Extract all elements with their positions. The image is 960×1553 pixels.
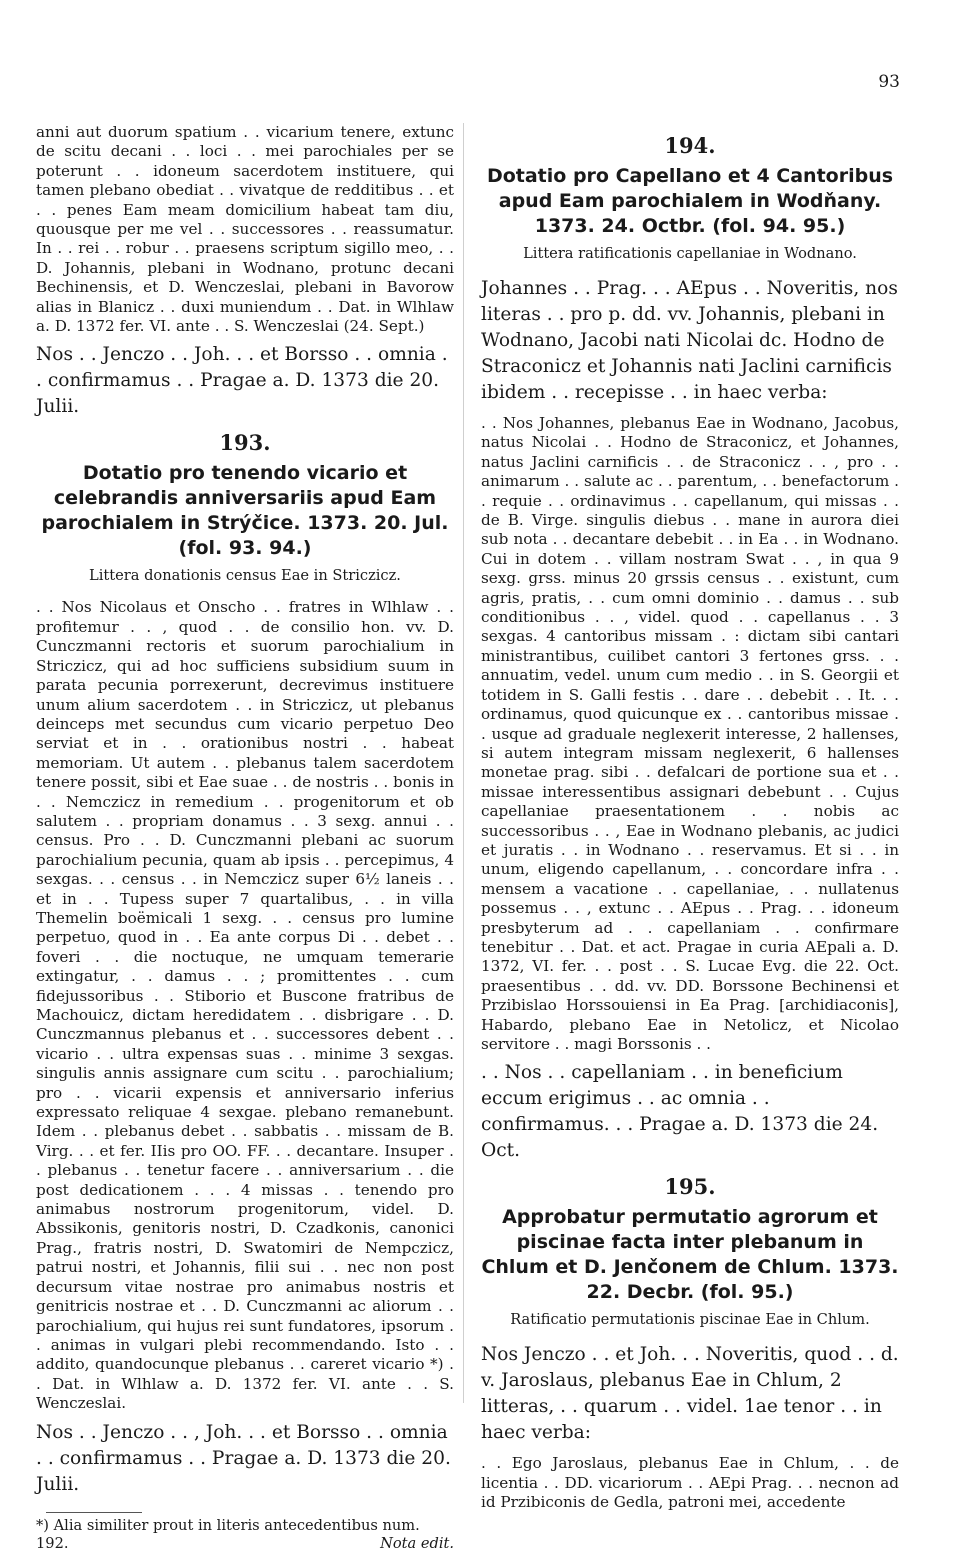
document-193-subtitle: Littera donationis census Eae in Striczicz. <box>89 567 401 585</box>
document-193-closing: Nos . . Jenczo . . , Joh. . . et Borsso . . omnia . . confirmamus . . Pragae a. D. 1373 die 20. Julii. <box>36 1421 451 1495</box>
page-number: 93 <box>878 72 900 92</box>
document-195-heading: Approbatur permutatio agrorum et piscinae facta inter plebanum in Chlum et D. Jenčonem de Chlum. 1373. 22. Decbr. (fol. 95.) <box>481 1206 899 1304</box>
document-195-number: 195. <box>664 1174 716 1200</box>
intro-confirmation: Nos . . Jenczo . . Joh. . . et Borsso . . omnia . . confirmamus . . Pragae a. D. 1373 die 20. Julii. <box>36 344 448 418</box>
footnote-rule <box>46 1512 142 1513</box>
document-194-intro: Johannes . . Prag. . . AEpus . . Noveritis, nos literas . . pro p. dd. vv. Johannis, plebani in Wodnano, Jacobi nati Nicolai dc. Hodno de Straconicz et Johannis nati Jaclini carnificis ibidem . . recepisse . . in haec verba: <box>481 278 898 403</box>
document-195-subtitle: Ratificatio permutationis piscinae Eae in Chlum. <box>510 1311 870 1329</box>
document-194-closing: . . Nos . . capellaniam . . in beneficium eccum erigimus . . ac omnia . . confirmamus. . . Pragae a. D. 1373 die 24. Oct. <box>481 1062 879 1162</box>
document-193-body: . . Nos Nicolaus et Onscho . . fratres in Wlhlaw . . profitemur . . , quod . . de consilio hon. vv. D. Cunczmanni rectoris et suorum parochialium in Striczicz, qui ad hoc sufficiens subsidium suum in parata pecunia porrexerunt, decrevimus instituere unum alium sacerdotem . . in Striczicz, ut plebanus deinceps met secundus cum vicario perpetuo Deo serviat et in . . orationibus nostri . . habeat memoriam. Ut autem . . plebanus talem sacerdotem tenere possit, sibi et Eae suae . . de nostris . . bonis in . . Nemczicz in remedium . . progenitorum et ob salutem . . propriam donamus . . 3 sexg. annui . . census. Pro . . D. Cunczmanni plebani ac suorum parochialium pecunia, quam ab ipsis . . percepimus, 4 sexgas. . . census . . in Nemczicz super 6½ laneis . . et in . . Tupess super 7 quartalibus, . . in villa Themelin boëmicali 1 sexg. . . census pro lumine perpetuo, quod in . . Ea ante corpus Di . . debet . . foveri . . die noctuque, ne umquam temerarie extingatur, . . damus . . ; promittentes . . cum fidejussoribus . . Stiborio et Buscone fratribus de Machouicz, dictam heredidatem . . disbrigare . . D. Cunczmannus plebanus et . . successores debent . . vicario . . ultra expensas suas . . minime 3 sexgas. singulis annis assignare cum scitu . . parochialium; pro . . vicarii expensis et anniversario inferius expressato reliquae 4 sexgae. plebano remanebunt. Idem . . plebanus debet . . sabbatis . . missam de B. Virg. . . et fer. IIis pro OO. FF. . . decantare. Insuper . . plebanus . . tenetur facere . . anniversarium . . die post dedicationem . . . 4 missas . . tenendo pro animabus nostrorum progenitorum, videl. D. Abssikonis, genitoris nostri, D. Czadkonis, canonici Prag., fratris nostri, D. Swatomiri de Nempczicz, patrui nostri, et Johannis, filii sui . . nec non post decursum vitae nostrae pro animabus nostris et genitricis nostrae et . . D. Cunczmanni ac aliorum . . parochialium, qui hujus rei sunt fundatores, ipsorum . . animas in vulgari plebi recommendando. Isto . . addito, quandocunque plebanus . . careret vicario *) . . Dat. in Wlhlaw a. D. 1372 fer. VI. ante . . S. Wenczeslai. <box>36 598 454 1413</box>
document-194-heading: Dotatio pro Capellano et 4 Cantoribus apud Eam parochialem in Wodňany. 1373. 24. Octbr. (fol. 94. 95.) <box>486 165 894 237</box>
document-193-number: 193. <box>219 430 271 456</box>
footnote-edit-note: Nota edit. <box>380 1534 454 1552</box>
document-194-subtitle: Littera ratificationis capellaniae in Wodnano. <box>523 245 857 262</box>
document-195-body: . . Ego Jaroslaus, plebanus Eae in Chlum, . . de licentia . . DD. vicariorum . . AEpi Prag. . . necnon ad id Przibiconis de Gedla, patroni mei, accedente <box>481 1454 899 1512</box>
column-divider <box>463 123 464 1403</box>
document-194-body: . . Nos Johannes, plebanus Eae in Wodnano, Jacobus, natus Nicolai . . Hodno de Straconicz, et Johannes, natus Jaclini carnificis . . de Straconicz . . , pro . . animarum . . salute ac . . parentum, . . benefactorum . . requie . . ordinavimus . . capellanum, qui missas . . de B. Virge. singulis diebus . . mane in aurora diei sub nota . . decantare debebit . . in Ea . . in Wodnano. Cui in dotem . . villam nostram Swat . . , in qua 9 sexg. grss. minus 20 grssis census . . existunt, cum agris, pratis, . . cum omni dominio . . damus . . sub conditionibus . . , videl. quod . . capellanus . . 3 sexgas. 4 cantoribus missam . : dictam sibi cantari ministrantibus, cuilibet cantori 3 fertones grss. . . annuatim, vedel. unum cum medio . . in S. Georgii et totidem in S. Galli festis . . dare . . debebit . . It. . . ordinamus, quod quicunque ex . . cantoribus missae . . usque ad graduale neglexerit interesse, 2 hallenses, si autem integram missam neglexerit, 6 hallenses monetae prag. sibi . . defalcari de portione sua et . . missae interessentibus assignari debebunt . . Cujus capellaniae praesentationem . . nobis ac successoribus . . , Eae in Wodnano plebanis, ac judici et juratis . . in Wodnano . . reservamus. Et si . . in unum, eligendo capellanum, . . concordare infra . . mensem a vacatione . . capellaniae, . . nullatenus possemus . . , extunc . . AEpus . . Prag. . . idoneum presbyterum ad . . capellaniam . . confirmare tenebitur . . Dat. et act. Pragae in curia AEpali a. D. 1372, VI. fer. . . post . . S. Lucae Evg. die 22. Oct. praesentibus . . dd. vv. DD. Borssone Bechinensi et Przibislao Horssouiensi in Ea Prag. [archidiaconis], Habardo, plebano Eae in Netolicz, et Nicolao servitore . . magi Borssonis . . <box>481 414 899 1053</box>
footnote-text: *) Alia similiter prout in literis antecedentibus num. 192. <box>36 1516 420 1552</box>
document-195-intro: Nos Jenczo . . et Joh. . . Noveritis, quod . . d. v. Jaroslaus, plebanus Eae in Chlum, 2 litteras, . . quarum . . videl. 1ae tenor . . in haec verba: <box>481 1344 899 1444</box>
document-194-number: 194. <box>664 133 716 158</box>
intro-text: anni aut duorum spatium . . vicarium tenere, extunc de scitu decani . . loci . . mei parochiales per se poterunt . . idoneum sacerdotem instituere, qui tamen plebano obediat . . vivatque de redditibus . . et . . penes Eam meam domicilium habeat tam diu, quousque per me vel . . successores . . reassumatur. In . . rei . . robur . . praesens scriptum sigillo meo, . . D. Johannis, plebani in Wodnano, protunc decani Bechinensis, et D. Wenczeslai, plebani in Bavorow alias in Blanicz . . duxi muniendum . . Dat. in Wlhlaw a. D. 1372 fer. VI. ante . . S. Wenczeslai (24. Sept.) <box>36 123 454 336</box>
footnote <box>36 1517 454 1553</box>
left-column <box>36 123 454 1553</box>
right-column <box>481 123 899 1519</box>
document-193-heading: Dotatio pro tenendo vicario et celebrandis anniversariis apud Eam parochialem in Strýčice. 1373. 20. Jul. (fol. 93. 94.) <box>41 462 449 560</box>
